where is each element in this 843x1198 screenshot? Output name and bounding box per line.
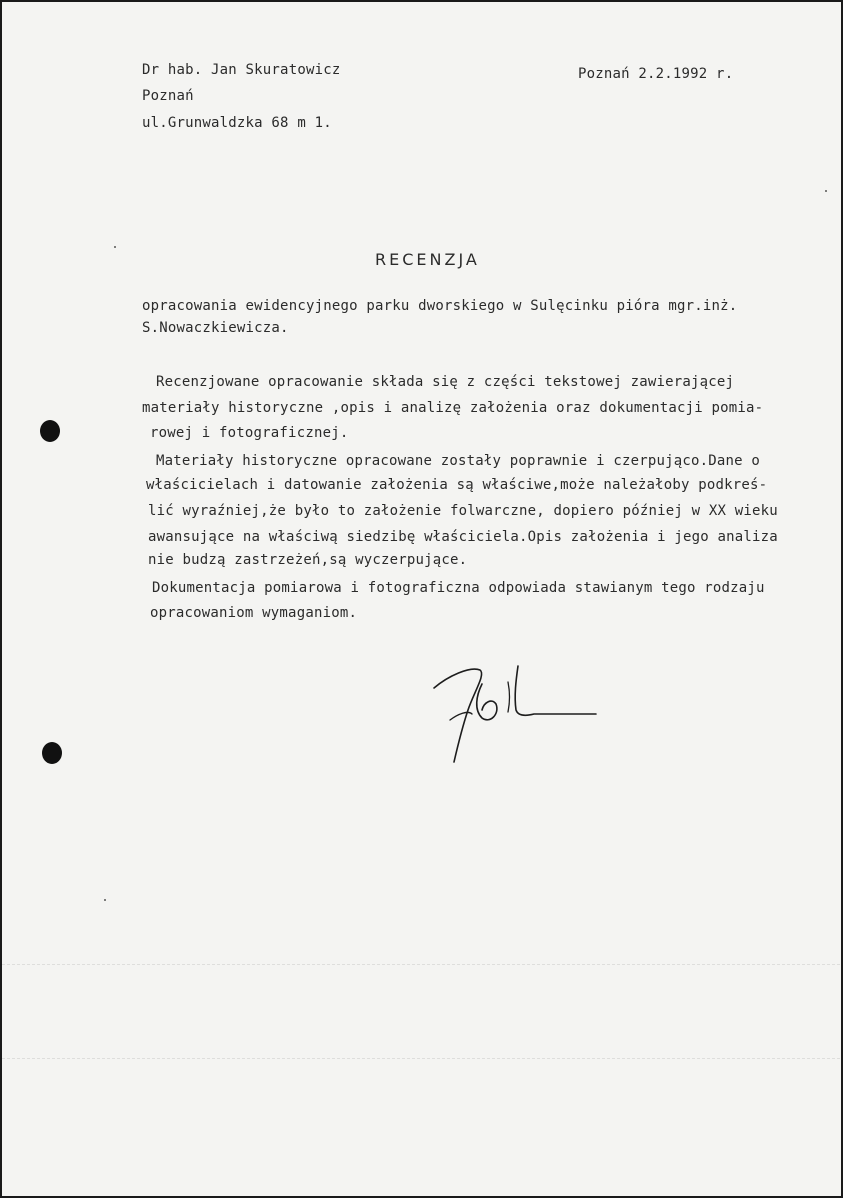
- paragraph-1-line-1: Recenzjowane opracowanie składa się z części tekstowej zawierającej: [156, 374, 735, 390]
- punch-hole-bottom: [42, 742, 62, 764]
- date-line: Poznań 2.2.1992 r.: [578, 66, 734, 82]
- fold-line: [2, 964, 843, 965]
- handwritten-signature: [430, 662, 610, 772]
- paragraph-1-line-3: rowej i fotograficznej.: [150, 425, 349, 441]
- paragraph-2-line-3: lić wyraźniej,że było to założenie folwarczne, dopiero później w XX wieku: [148, 503, 778, 519]
- sender-name: Dr hab. Jan Skuratowicz: [142, 62, 341, 78]
- paragraph-2-line-1: Materiały historyczne opracowane zostały poprawnie i czerpująco.Dane o: [156, 453, 761, 469]
- paper-speck: [825, 190, 827, 192]
- paragraph-3-line-2: opracowaniom wymaganiom.: [150, 605, 358, 621]
- subject-line-1: opracowania ewidencyjnego parku dworskiego w Sulęcinku pióra mgr.inż.: [142, 298, 738, 314]
- paragraph-2-line-5: nie budzą zastrzeżeń,są wyczerpujące.: [148, 552, 468, 568]
- paragraph-2-line-2: właścicielach i datowanie założenia są właściwe,może należałoby podkreś-: [146, 477, 768, 493]
- paragraph-2-line-4: awansujące na właściwą siedzibę właściciela.Opis założenia i jego analiza: [148, 529, 778, 545]
- punch-hole-top: [40, 420, 60, 442]
- fold-line: [2, 1058, 843, 1059]
- document-title: RECENZJA: [375, 250, 480, 269]
- subject-line-2: S.Nowaczkiewicza.: [142, 320, 289, 336]
- sender-city: Poznań: [142, 88, 194, 104]
- paper-speck: [104, 899, 106, 901]
- sender-street: ul.Grunwaldzka 68 m 1.: [142, 115, 332, 131]
- paragraph-1-line-2: materiały historyczne ,opis i analizę założenia oraz dokumentacji pomia-: [142, 400, 764, 416]
- paragraph-3-line-1: Dokumentacja pomiarowa i fotograficzna odpowiada stawianym tego rodzaju: [152, 580, 765, 596]
- paper-speck: [114, 246, 116, 248]
